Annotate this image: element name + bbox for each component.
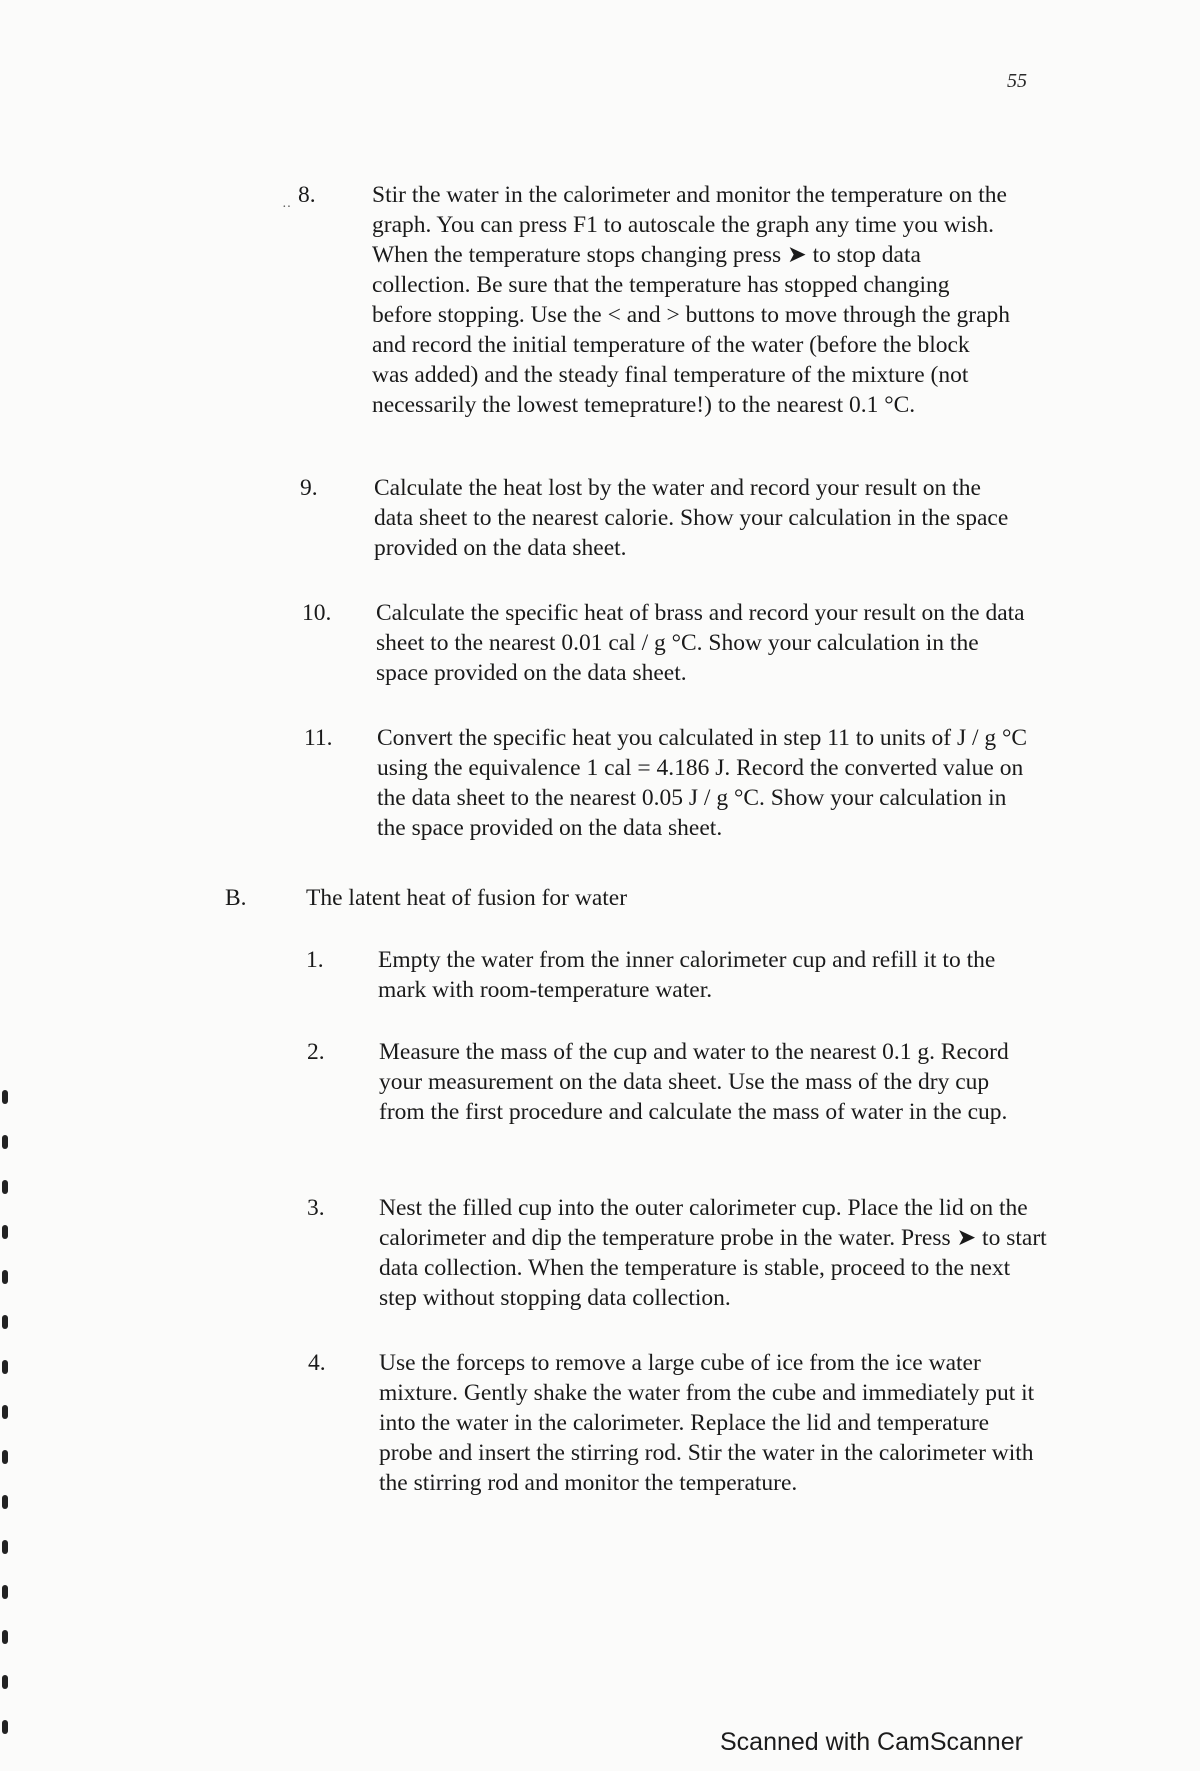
step-text: Nest the filled cup into the outer calorimeter cup. Place the lid on the calorimeter and dip the temperature probe in the water. Press ➤ to start data collection. When the temperature is stable, proceed to the next step without stopping data collection. (379, 1195, 1047, 1311)
section-b-letter: B. (225, 885, 247, 911)
step-text: Use the forceps to remove a large cube of ice from the ice water mixture. Gently shake the water from the cube and immediately put it into the water in the calorimeter. Replace the lid and temperature probe and insert the stirring rod. Stir the water in the calorimeter with the stirring rod and monitor the temperature. (379, 1350, 1035, 1496)
step-number: 9. (300, 475, 318, 501)
scan-mark: ·· (282, 200, 292, 215)
step-text: Stir the water in the calorimeter and monitor the temperature on the graph. You can press F1 to autoscale the graph any time you wish. When the temperature stops changing press ➤ to stop data collection. Be sure that the temperature has stopped changing before stopping. Use the < and > buttons to move through the graph and record the initial temperature of the water (before the block was added) and the steady final temperature of the mixture (not necessarily the lowest temeprature!) to the nearest 0.1 °C. (372, 182, 1011, 418)
step-text: Measure the mass of the cup and water to the nearest 0.1 g. Record your measurement on the data sheet. Use the mass of the dry cup from the first procedure and calculate the mass of water in the cup. (379, 1039, 1009, 1125)
step-number: 2. (307, 1039, 325, 1065)
step-number: 8. (298, 182, 316, 208)
step-number: 4. (308, 1350, 326, 1376)
camscanner-watermark: Scanned with CamScanner (720, 1728, 1023, 1756)
step-text: Calculate the heat lost by the water and record your result on the data sheet to the nearest calorie. Show your calculation in the space provided on the data sheet. (374, 475, 1009, 561)
step-number: 10. (302, 600, 332, 626)
step-text: Empty the water from the inner calorimeter cup and refill it to the mark with room-temperature water. (378, 947, 996, 1003)
step-number: 11. (304, 725, 333, 751)
section-b-title: The latent heat of fusion for water (306, 885, 628, 911)
page-number: 55 (1007, 70, 1027, 92)
step-text: Calculate the specific heat of brass and record your result on the data sheet to the nearest 0.01 cal / g °C. Show your calculation in the space provided on the data sheet. (376, 600, 1025, 686)
step-number: 3. (307, 1195, 325, 1221)
step-number: 1. (306, 947, 324, 973)
step-text: Convert the specific heat you calculated in step 11 to units of J / g °C using the equivalence 1 cal = 4.186 J. Record the converted value on the data sheet to the nearest 0.05 J / g °C. Show your calculation in the space provided on the data sheet. (377, 725, 1028, 841)
binding-edge (0, 1090, 12, 1750)
